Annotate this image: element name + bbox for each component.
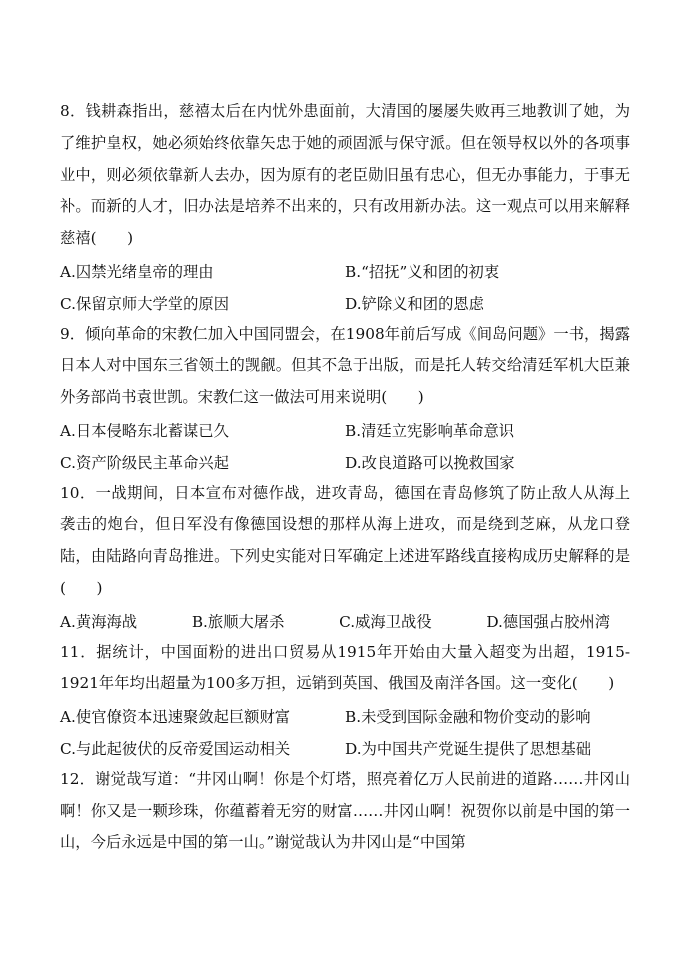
option-d: D.德国强占胶州湾 xyxy=(486,612,610,631)
question-12 xyxy=(60,764,630,859)
option-a: A.黄海海战 xyxy=(60,612,138,631)
question-stem: 9．倾向革命的宋教仁加入中国同盟会，在1908年前后写成《间岛问题》一书，揭露日本人对中国东三省领土的觊觎。但其不急于出版，而是托人转交给清廷军机大臣兼外务部尚书袁世凯。宋教仁这一做法可用来说明( ) xyxy=(60,324,630,407)
question-list xyxy=(60,96,630,859)
question-8 xyxy=(60,96,630,319)
question-stem: 11．据统计，中国面粉的进出口贸易从1915年开始由大量入超变为出超，1915-1921年年均出超量为100多万担，远销到英国、俄国及南洋各国。这一变化( ) xyxy=(60,642,630,693)
question-stem: 12．谢觉哉写道：“井冈山啊！你是个灯塔，照亮着亿万人民前进的道路……井冈山啊！你又是一颗珍珠，你蕴蓄着无穷的财富……井冈山啊！祝贺你以前是中国的第一山，今后永远是中国的第一山。”谢觉哉认为井冈山是“中国第 xyxy=(60,769,630,852)
option-d: D.为中国共产党诞生提供了思想基础 xyxy=(345,739,592,758)
option-a: A.囚禁光绪皇帝的理由 xyxy=(60,262,214,281)
option-d: D.铲除义和团的恩虑 xyxy=(345,294,484,313)
option-b: B.未受到国际金融和物价变动的影响 xyxy=(345,708,591,727)
option-c: C.威海卫战役 xyxy=(339,612,432,631)
question-9 xyxy=(60,319,630,478)
question-11 xyxy=(60,637,630,764)
option-b: B.“招抚”义和团的初衷 xyxy=(345,262,500,281)
option-c: C.资产阶级民主革命兴起 xyxy=(60,453,229,472)
option-row xyxy=(60,700,630,732)
option-d: D.改良道路可以挽救国家 xyxy=(345,453,515,472)
option-c: C.保留京师大学堂的原因 xyxy=(60,294,229,313)
option-row xyxy=(60,732,630,764)
option-row xyxy=(60,605,630,637)
option-row xyxy=(60,255,630,287)
question-stem: 10．一战期间，日本宣布对德作战，进攻青岛，德国在青岛修筑了防止敌人从海上袭击的炮台，但日军没有像德国设想的那样从海上进攻，而是绕到芝麻，从龙口登陆，由陆路向青岛推进。下列史实能对日军确定上述进军路线直接构成历史解释的是( ) xyxy=(60,483,630,597)
option-a: A.使官僚资本迅速聚敛起巨额财富 xyxy=(60,708,291,727)
option-b: B.清廷立宪影响革命意识 xyxy=(345,421,515,440)
question-stem: 8．钱耕森指出，慈禧太后在内忧外患面前，大清国的屡屡失败再三地教训了她，为了维护皇权，她必须始终依靠矢忠于她的顽固派与保守派。但在领导权以外的各项事业中，则必须依靠新人去办，因为原有的老臣勋旧虽有忠心，但无办事能力，于事无补。而新的人才，旧办法是培养不出来的，只有改用新办法。这一观点可以用来解释慈禧( ) xyxy=(60,102,630,248)
option-row xyxy=(60,287,630,319)
option-a: A.日本侵略东北蓄谋已久 xyxy=(60,421,229,440)
option-c: C.与此起彼伏的反帝爱国运动相关 xyxy=(60,739,291,758)
option-row xyxy=(60,414,630,446)
question-10 xyxy=(60,478,630,637)
option-b: B.旅顺大屠杀 xyxy=(191,612,285,631)
option-row xyxy=(60,446,630,478)
